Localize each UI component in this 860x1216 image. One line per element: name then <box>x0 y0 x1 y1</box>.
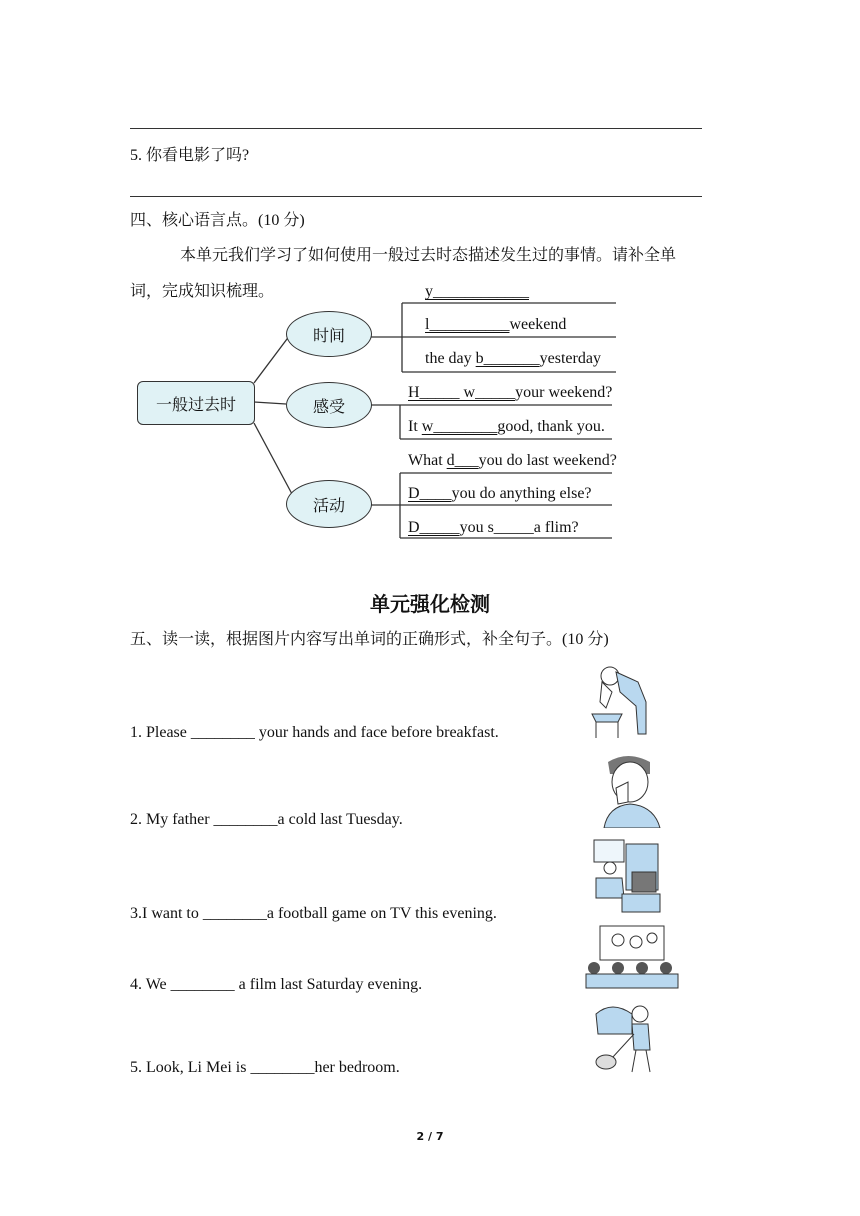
fill-blank[interactable]: w________ <box>421 418 498 435</box>
branch-time-node: 时间 <box>286 311 372 357</box>
sentence-4: 4. We ________ a film last Saturday evening. <box>130 976 423 993</box>
feeling-item-2: It w________good, thank you. <box>408 418 605 435</box>
time-item-1 <box>425 282 529 302</box>
mind-map-root: 一般过去时 <box>137 381 255 425</box>
fill-blank[interactable]: b_______ <box>475 350 540 367</box>
sentence-2: 2. My father ________a cold last Tuesday. <box>130 811 403 828</box>
section-4-heading: 四、核心语言点。(10 分) <box>130 212 305 229</box>
watching-tv-picture <box>592 838 662 916</box>
section-5-heading: 五、读一读，根据图片内容写出单词的正确形式，补全句子。(10 分) <box>130 631 609 648</box>
q3-item-5: 5. 你看电影了吗? <box>130 147 250 164</box>
page-number: 2 / 7 <box>416 1130 444 1143</box>
fill-blank[interactable]: d___ <box>446 452 479 469</box>
washing-face-picture <box>588 662 654 742</box>
fill-blank[interactable]: l__________ <box>425 316 510 333</box>
sentence-3: 3.I want to ________a football game on TV this evening. <box>130 905 497 922</box>
branch-feeling-node: 感受 <box>286 382 372 428</box>
unit-test-title: 单元强化检测 <box>370 592 490 616</box>
time-item-3: the day b_______yesterday <box>425 350 601 367</box>
activity-item-3: D_____you s_____a flim? <box>408 519 579 536</box>
sentence-1: 1. Please ________ your hands and face before breakfast. <box>130 724 499 741</box>
sentence-5: 5. Look, Li Mei is ________her bedroom. <box>130 1059 400 1076</box>
fill-blank[interactable]: y____________ <box>425 283 529 300</box>
branch-activity-node: 活动 <box>286 480 372 528</box>
section-4-instruction-line2: 词，完成知识梳理。 <box>130 283 275 300</box>
fill-blank[interactable]: D_____ <box>408 519 460 536</box>
activity-item-2: D____you do anything else? <box>408 485 592 502</box>
fill-blank[interactable]: D____ <box>408 485 452 502</box>
vacuuming-picture <box>592 1000 672 1076</box>
time-item-2: l__________weekend <box>425 316 567 333</box>
section-4-instruction-line1: 本单元我们学习了如何使用一般过去时态描述发生过的事情。请补全单 <box>180 247 677 264</box>
sick-man-picture <box>598 752 664 828</box>
activity-item-1: What d___you do last weekend? <box>408 452 617 469</box>
cinema-picture <box>584 924 680 990</box>
fill-blank[interactable]: H_____ w_____ <box>408 384 516 401</box>
feeling-item-1: H_____ w_____your weekend? <box>408 384 613 401</box>
